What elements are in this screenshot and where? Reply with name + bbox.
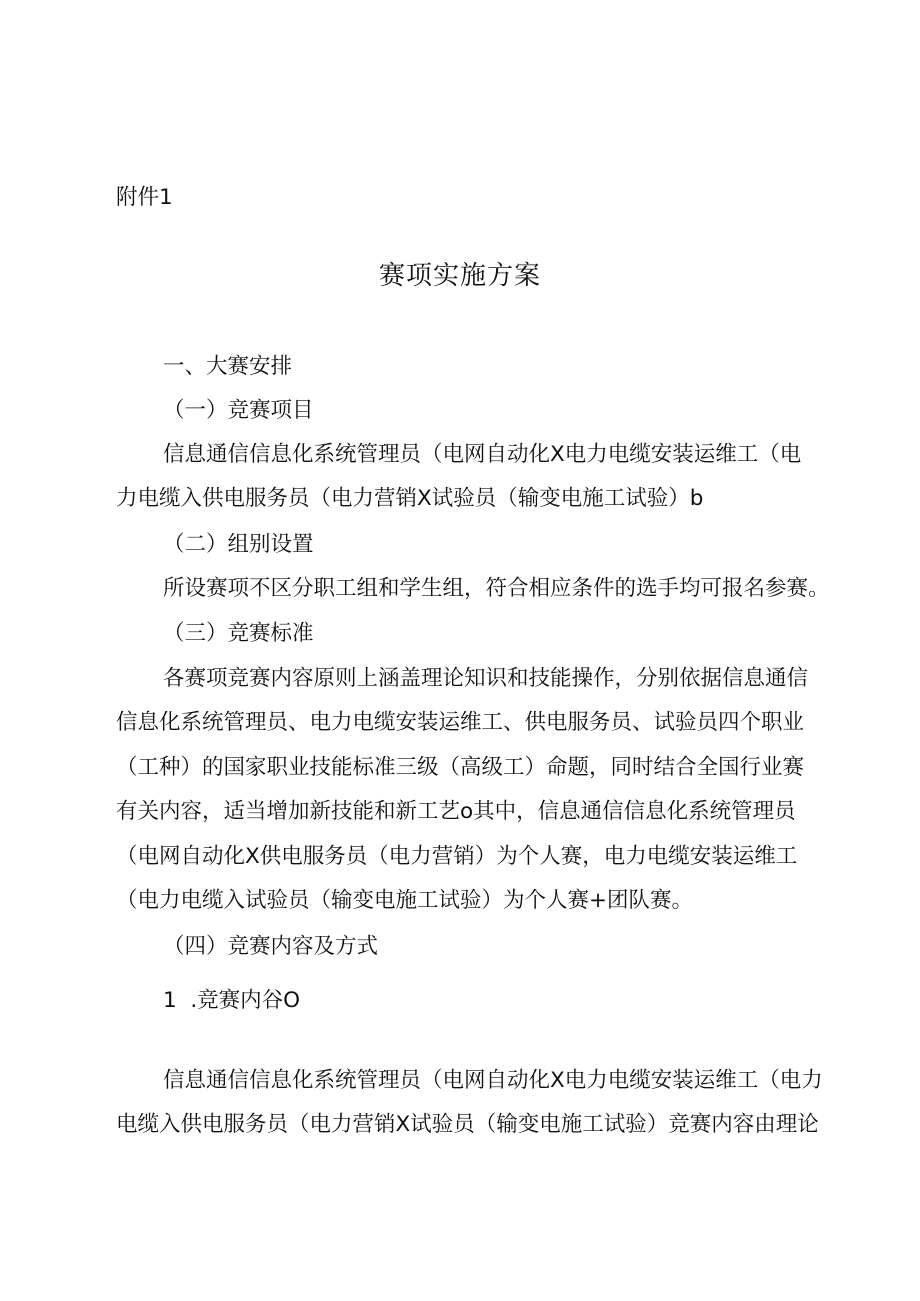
paragraph-line: （电力电缆入试验员（输变电施工试验）为个人赛+团队赛。 (116, 888, 694, 913)
subsection-heading-3: （三）竞赛标准 (163, 621, 314, 646)
page-title: 赛项实施方案 (378, 261, 541, 291)
paragraph-line: 所设赛项不区分职工组和学生组，符合相应条件的选手均可报名参赛。 (163, 576, 830, 601)
section-heading-1: 一、大赛安排 (163, 354, 293, 379)
paragraph-line: 力电缆入供电服务员（电力营销X试验员（输变电施工试验）b (116, 486, 704, 511)
paragraph-line: （工种）的国家职业技能标准三级（高级工）命题，同时结合全国行业赛 (116, 755, 805, 780)
subsection-heading-1: （一）竞赛项目 (163, 398, 314, 423)
paragraph-line: 有关内容，适当增加新技能和新工艺o其中，信息通信信息化系统管理员 (116, 799, 796, 824)
paragraph-line: 电缆入供电服务员（电力营销X试验员（输变电施工试验）竞赛内容由理论 (116, 1112, 819, 1137)
paragraph-line: 信息化系统管理员、电力电缆安装运维工、供电服务员、试验员四个职业 (116, 710, 805, 735)
paragraph-line: 各赛项竞赛内容原则上涵盖理论知识和技能操作，分别依据信息通信 (163, 666, 809, 691)
subsection-heading-2: （二）组别设置 (163, 532, 314, 557)
attachment-label: 附件1 (116, 185, 173, 210)
paragraph-line: 信息通信信息化系统管理员（电网自动化X电力电缆安装运维工（电 (163, 442, 802, 467)
subsection-heading-4: （四）竞赛内容及方式 (163, 934, 379, 959)
numbered-heading: 1 .竞赛内谷O (163, 988, 301, 1013)
paragraph-line: （电网自动化X供电服务员（电力营销）为个人赛，电力电缆安装运维工 (116, 844, 798, 869)
paragraph-line: 信息通信信息化系统管理员（电网自动化X电力电缆安装运维工（电力 (163, 1068, 823, 1093)
